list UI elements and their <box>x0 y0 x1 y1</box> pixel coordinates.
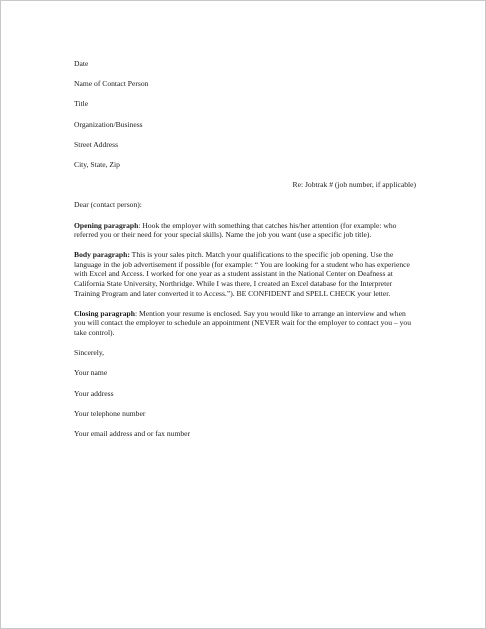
signature-phone: Your telephone number <box>74 408 146 418</box>
contact-name-line: Name of Contact Person <box>74 79 149 89</box>
body-paragraph-text: This is your sales pitch. Match your qualifications to the specific job opening. Use the language in the job advertisement if possible (for example: “ You are looking for a student who has experience with Excel and Access. I worked for one year as a student assistant in the National Center on Deafness at California State University, Northridge. While I was there, I created an Excel database for the Interpreter Training Program and later converted it to Access.”). BE CONFIDENT and SPELL CHECK your letter. <box>74 250 410 298</box>
body-paragraph <box>74 250 416 298</box>
opening-paragraph <box>74 221 416 240</box>
closing-paragraph <box>74 309 416 338</box>
salutation: Dear (contact person): <box>74 200 142 210</box>
organization-line: Organization/Business <box>74 119 143 129</box>
reference-line: Re: Jobtrak # (job number, if applicable) <box>292 180 416 190</box>
opening-paragraph-heading: Opening paragraph <box>74 220 139 230</box>
city-state-zip-line: City, State, Zip <box>74 159 120 169</box>
closing-paragraph-text: : Mention your resume is enclosed. Say you would like to arrange an interview and when you will contact the employer to schedule an appointment (NEVER wait for the employer to contact you – you take control). <box>74 308 411 338</box>
signoff: Sincerely, <box>74 348 105 358</box>
signature-name: Your name <box>74 368 108 378</box>
signature-address: Your address <box>74 388 114 398</box>
signature-email: Your email address and or fax number <box>74 428 191 438</box>
date-line: Date <box>74 59 89 68</box>
body-paragraph-heading: Body paragraph: <box>74 250 130 260</box>
closing-paragraph-heading: Closing paragraph <box>74 308 135 318</box>
street-address-line: Street Address <box>74 139 119 149</box>
opening-paragraph-text: : Hook the employer with something that catches his/her attention (for example: who referred you or their need for your special skills). Name the job you want (use a specific job title). <box>74 220 397 240</box>
cover-letter-template <box>74 59 416 449</box>
title-line: Title <box>74 99 89 109</box>
